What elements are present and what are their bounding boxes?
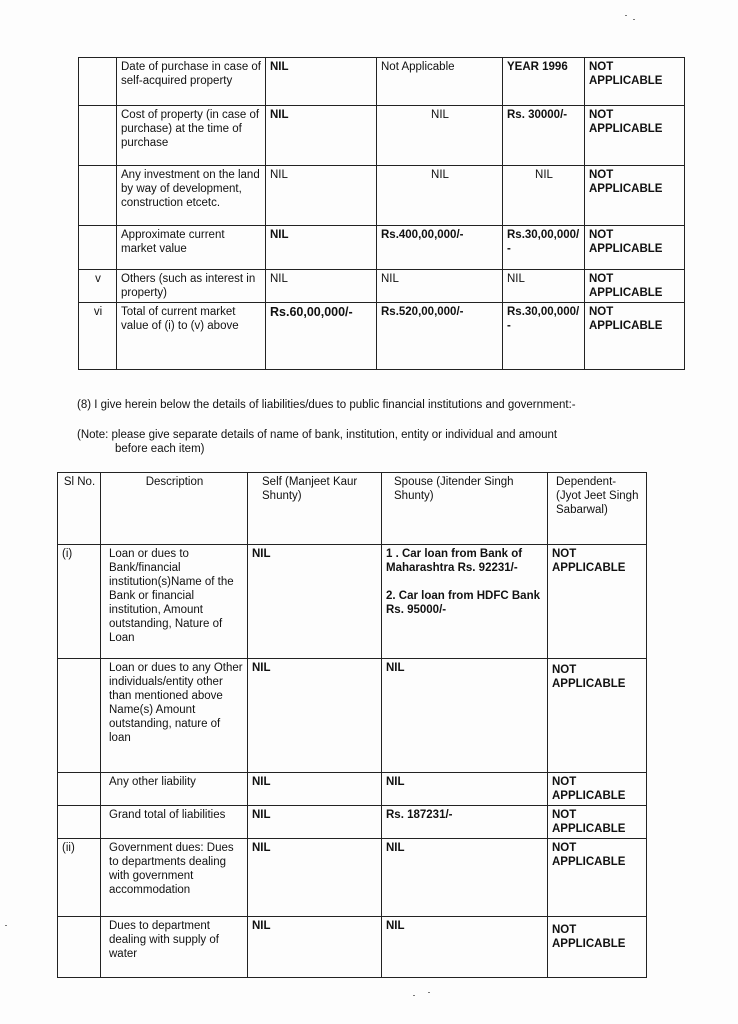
sl-cell	[58, 659, 101, 773]
dependent2-cell: NOT APPLICABLE	[585, 106, 685, 166]
self-cell: NIL	[266, 226, 377, 270]
spouse-cell: Rs.520,00,000/-	[377, 303, 503, 370]
spouse-cell: NIL	[377, 270, 503, 303]
self-cell: NIL	[266, 58, 377, 106]
self-cell: NIL	[266, 166, 377, 226]
sl-cell: vi	[79, 303, 117, 370]
note-line-1: (Note: please give separate details of name of bank, institution, entity or individual and amount	[77, 429, 558, 441]
description-cell: Approximate current market value	[117, 226, 266, 270]
spouse-cell: NIL	[382, 839, 548, 917]
section-8-heading-text: (8) I give herein below the details of liabilities/dues to public financial institutions and government:-	[77, 399, 576, 411]
dependent1-cell: NIL	[503, 166, 585, 226]
sl-cell: v	[79, 270, 117, 303]
spouse-header: Spouse (Jitender Singh Shunty)	[382, 473, 548, 545]
note-line-2: before each item)	[115, 443, 205, 455]
sl-cell: (ii)	[58, 839, 101, 917]
dependent2-cell: NOT APPLICABLE	[585, 303, 685, 370]
spouse-cell: NIL	[382, 773, 548, 806]
table-row	[58, 659, 647, 773]
spouse-cell: Rs. 187231/-	[382, 806, 548, 839]
sl-cell	[58, 917, 101, 978]
spouse-loan-1: 1 . Car loan from Bank of Maharashtra Rs. 92231/-	[386, 548, 523, 574]
self-cell: NIL	[248, 659, 382, 773]
spouse-loan-2: 2. Car loan from HDFC Bank Rs. 95000/-	[386, 590, 540, 616]
dependent2-cell: NOT APPLICABLE	[585, 270, 685, 303]
sl-header: Sl No.	[58, 473, 101, 545]
table-row	[58, 806, 647, 839]
dependent-cell: NOT APPLICABLE	[548, 839, 647, 917]
table-row	[58, 773, 647, 806]
dependent-cell: NOT APPLICABLE	[548, 806, 647, 839]
description-cell: Dues to department dealing with supply of water	[101, 917, 248, 978]
dependent-cell: NOT APPLICABLE	[548, 917, 647, 978]
dependent2-cell: NOT APPLICABLE	[585, 58, 685, 106]
spouse-cell: NIL	[382, 917, 548, 978]
spouse-cell: NIL	[377, 106, 503, 166]
self-cell: NIL	[248, 806, 382, 839]
table-row	[79, 226, 685, 270]
table-row	[79, 166, 685, 226]
self-cell: NIL	[248, 545, 382, 659]
description-cell: Loan or dues to Bank/financial institution(s)Name of the Bank or financial institution, Amount outstanding, Nature of Loan	[101, 545, 248, 659]
self-cell: NIL	[248, 773, 382, 806]
description-cell: Any investment on the land by way of development, construction etcetc.	[117, 166, 266, 226]
sl-cell	[79, 166, 117, 226]
spouse-cell: NIL	[382, 659, 548, 773]
table-row	[58, 917, 647, 978]
dependent1-cell: YEAR 1996	[503, 58, 585, 106]
scan-speck	[625, 15, 627, 16]
sl-cell	[58, 806, 101, 839]
description-cell: Any other liability	[101, 773, 248, 806]
dependent-cell: NOT APPLICABLE	[548, 773, 647, 806]
dependent1-cell: Rs. 30000/-	[503, 106, 585, 166]
self-cell: NIL	[266, 106, 377, 166]
description-cell: Loan or dues to any Other individuals/entity other than mentioned above Name(s) Amount outstanding, nature of loan	[101, 659, 248, 773]
section-8-note	[77, 428, 677, 456]
dependent-header: Dependent- (Jyot Jeet Singh Sabarwal)	[548, 473, 647, 545]
spouse-cell: NIL	[377, 166, 503, 226]
self-cell: Rs.60,00,000/-	[266, 303, 377, 370]
assets-table	[78, 57, 685, 370]
description-header: Description	[101, 473, 248, 545]
table-row	[79, 270, 685, 303]
section-8-heading	[77, 398, 697, 412]
table-header-row	[58, 473, 647, 545]
self-cell: NIL	[248, 839, 382, 917]
dependent1-cell: NIL	[503, 270, 585, 303]
description-cell: Date of purchase in case of self-acquired property	[117, 58, 266, 106]
dependent2-cell: NOT APPLICABLE	[585, 226, 685, 270]
dependent2-cell: NOT APPLICABLE	[585, 166, 685, 226]
table-row	[79, 303, 685, 370]
scan-speck	[428, 992, 430, 993]
dependent-cell: NOT APPLICABLE	[548, 545, 647, 659]
spouse-cell	[382, 545, 548, 659]
table-row	[58, 839, 647, 917]
description-cell: Total of current market value of (i) to (v) above	[117, 303, 266, 370]
description-cell: Cost of property (in case of purchase) at the time of purchase	[117, 106, 266, 166]
self-cell: NIL	[248, 917, 382, 978]
table-row	[58, 545, 647, 659]
description-cell: Others (such as interest in property)	[117, 270, 266, 303]
liabilities-table	[57, 472, 647, 978]
sl-cell: (i)	[58, 545, 101, 659]
scan-speck	[5, 925, 7, 926]
sl-cell	[79, 106, 117, 166]
table-row	[79, 106, 685, 166]
scan-speck	[413, 995, 415, 996]
spouse-cell: Rs.400,00,000/-	[377, 226, 503, 270]
sl-cell	[79, 226, 117, 270]
dependent1-cell: Rs.30,00,000/-	[503, 303, 585, 370]
dependent-cell: NOT APPLICABLE	[548, 659, 647, 773]
spouse-cell: Not Applicable	[377, 58, 503, 106]
table-row	[79, 58, 685, 106]
sl-cell	[58, 773, 101, 806]
description-cell: Grand total of liabilities	[101, 806, 248, 839]
sl-cell	[79, 58, 117, 106]
dependent1-cell: Rs.30,00,000/-	[503, 226, 585, 270]
scan-speck	[633, 19, 635, 20]
self-header: Self (Manjeet Kaur Shunty)	[248, 473, 382, 545]
description-cell: Government dues: Dues to departments dealing with government accommodation	[101, 839, 248, 917]
self-cell: NIL	[266, 270, 377, 303]
